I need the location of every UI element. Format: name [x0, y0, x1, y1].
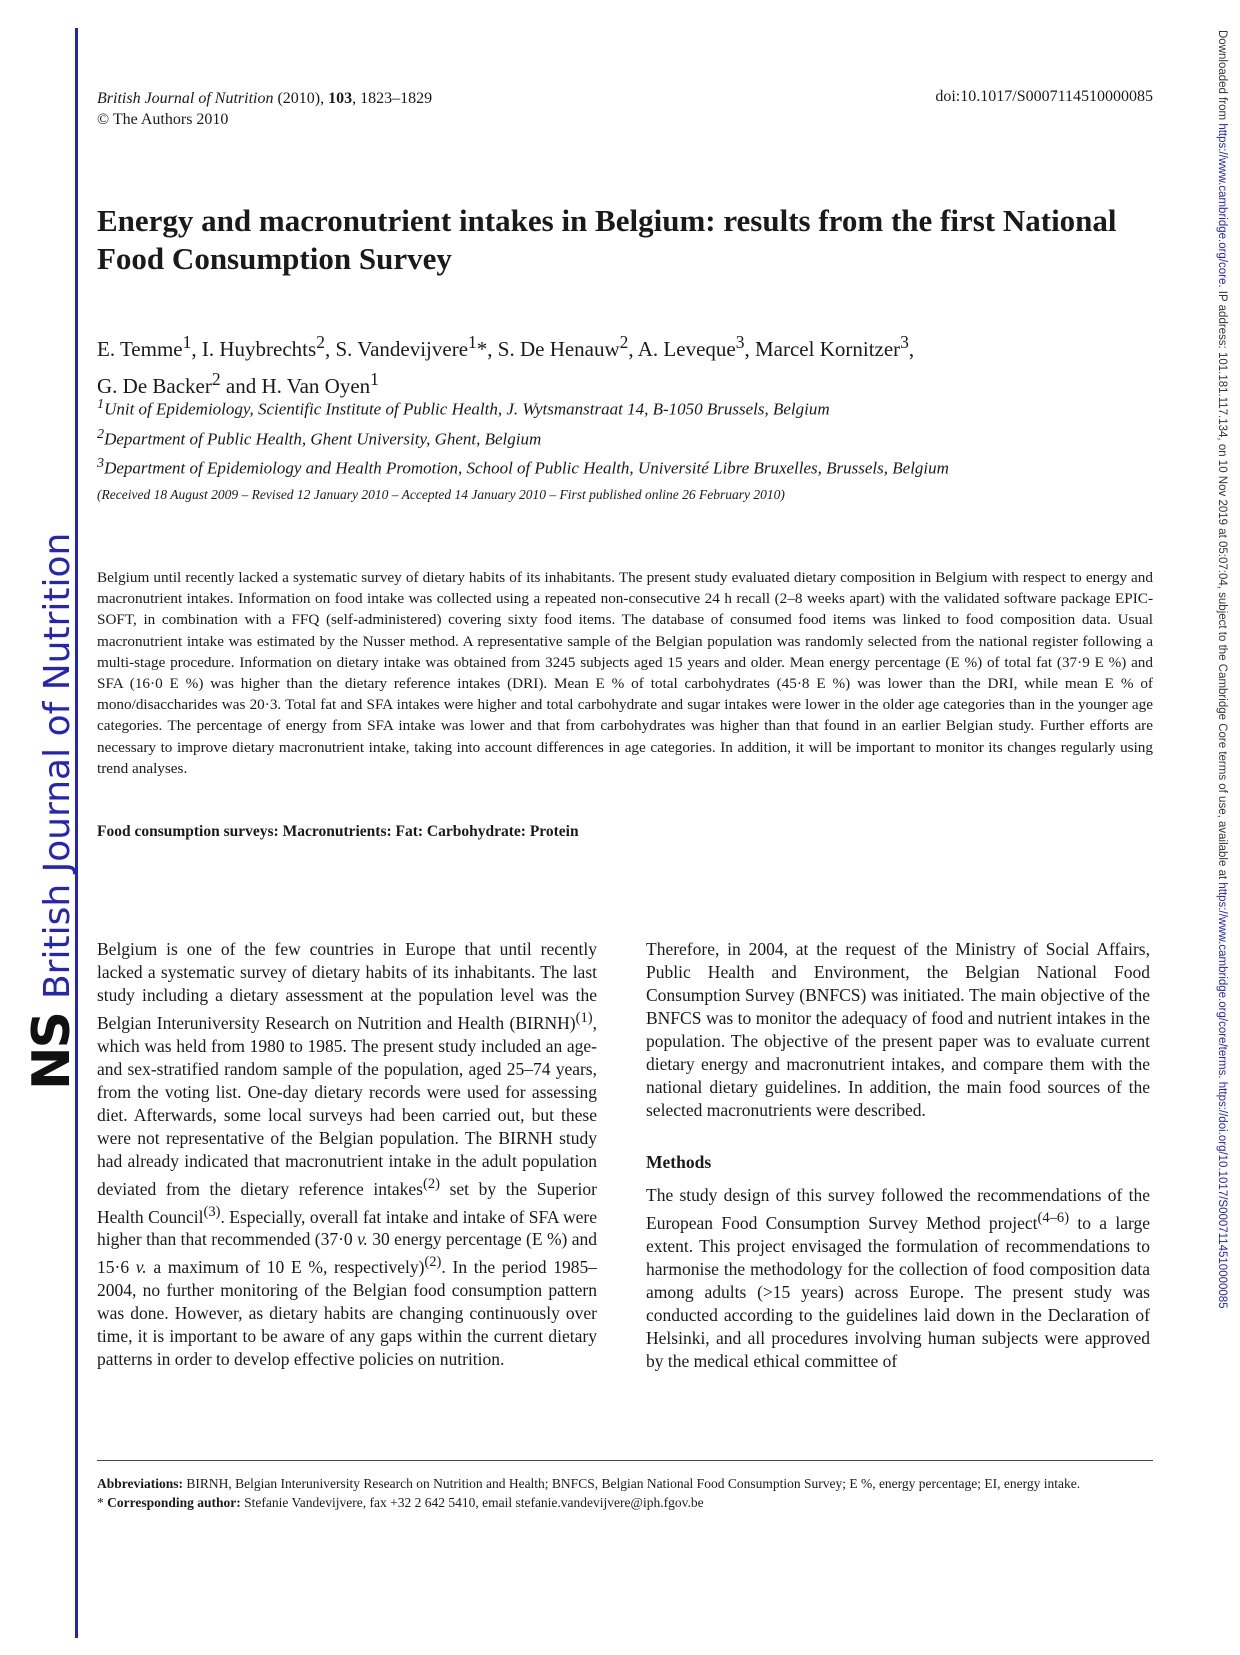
author: A. Leveque$^3$,	[637, 332, 755, 361]
header-pages: , 1823–1829	[352, 90, 433, 107]
header-copyright: © The Authors 2010	[97, 111, 229, 128]
header-year: (2010),	[273, 90, 329, 107]
affiliation-list	[97, 392, 1167, 481]
header-journal: British Journal of Nutrition	[97, 90, 274, 107]
affiliation: $^1$Unit of Epidemiology, Scientific Institute of Public Health, J. Wytsmanstraat 14, B-1050 Brussels, Belgium	[97, 396, 830, 419]
abstract: Belgium until recently lacked a systematic survey of dietary habits of its inhabitants. The present study evaluated dietary composition in Belgium with respect to energy and macronutrient intakes. Information on food intake was collected using a repeated non-consecutive 24 h recall (2–8 weeks apart) with the validated software package EPIC-SOFT, in combination with a FFQ (self-administered) covering sixty food items. The database of consumed food items was linked to food composition data. Usual macronutrient intake was estimated by the Nusser method. A representative sample of the Belgian population was randomly selected from the national register following a multi-stage procedure. Information on dietary intake was obtained from 3245 subjects aged 15 years and older. Mean energy percentage (E %) of total fat (37·9 E %) and SFA (16·0 E %) was higher than the dietary reference intakes (DRI). Mean E % of total carbohydrates (45·8 E %) was lower than the DRI, while mean E % of mono/disaccharides was 20·3. Total fat and SFA intakes were higher and total carbohydrate and sugar intakes were lower in the older age categories than in the younger age categories. The percentage of energy from SFA intake was lower and that from carbohydrates was higher than that found in an earlier Belgian study. Further efforts are necessary to improve dietary macronutrient intake, taking into account differences in age categories. In addition, it will be important to monitor its changes regularly using trend analyses.	[97, 569, 1153, 777]
methods-paragraph: The study design of this survey followed the recommendations of the European Food Consumption Survey Method project$^{(4-6)}$ to a large extent. This project envisaged the formulation of recommendations to harmonise the methodology for the collection of food composition data among adults (>15 years) across Europe. The present study was conducted according to the guidelines laid down in the Declaration of Helsinki, and all procedures involving human subjects were approved by the medical ethical committee of	[646, 1185, 1150, 1371]
header-volume: 103	[328, 90, 353, 107]
ns-logo: NS	[22, 1013, 82, 1090]
citation-ref[interactable]: (1)	[575, 1010, 593, 1026]
author: I. Huybrechts$^2$,	[201, 332, 336, 361]
affiliation: $^3$Department of Epidemiology and Health Promotion, School of Public Health, Université Libre Bruxelles, Brussels, Belgium	[97, 455, 949, 478]
citation-header	[97, 88, 432, 130]
intro-paragraph-continued: Therefore, in 2004, at the request of the Ministry of Social Affairs, Public Health and Environment, the Belgian National Food Consumption Survey (BNFCS) was initiated. The main objective of the BNFCS was to monitor the adequacy of food and nutrient intakes in the population. The objective of the present paper was to evaluate current dietary energy and macronutrient intakes, and compare them with the national dietary guidelines. In addition, the main food sources of the selected macronutrients were described.	[646, 939, 1150, 1120]
corresponding-author-note: * Corresponding author: Stefanie Vandevijvere, fax +32 2 642 5410, email stefanie.vandevijvere@iph.fgov.be	[97, 1495, 704, 1510]
journal-sidebar	[22, 533, 82, 1090]
author: G. De Backer$^2$ and	[97, 369, 262, 398]
citation-ref[interactable]: (2)	[424, 1254, 442, 1271]
article-title: Energy and macronutrient intakes in Belgium: results from the first National Food Consumption Survey	[97, 203, 1117, 276]
footnotes	[97, 1474, 1153, 1512]
footnote-divider	[97, 1460, 1153, 1461]
keywords: Food consumption surveys: Macronutrients: Fat: Carbohydrate: Protein	[97, 823, 579, 840]
affiliation: $^2$Department of Public Health, Ghent University, Ghent, Belgium	[97, 425, 542, 449]
citation-ref[interactable]: (4–6)	[1037, 1210, 1070, 1226]
download-note-text: . IP address: 101.181.117.134, on 10 Nov 2019 at 05:07:04, subject to the Cambridge Core terms of use, available at	[1216, 284, 1228, 883]
author: Marcel Kornitzer$^3$,	[754, 332, 915, 361]
download-note	[1216, 30, 1228, 1309]
body-column-left	[97, 938, 597, 1371]
author-line-1	[97, 327, 1157, 364]
header-doi: doi:10.1017/S0007114510000085	[935, 88, 1153, 105]
download-note-text: Downloaded from	[1216, 30, 1228, 124]
author: E. Temme$^1$,	[97, 332, 202, 361]
abbreviations-note: Abbreviations: BIRNH, Belgian Interuniversity Research on Nutrition and Health; BNFCS, Belgian National Food Consumption Survey; E %, energy percentage; EI, energy intake.	[97, 1476, 1081, 1491]
author: H. Van Oyen$^1$	[261, 369, 379, 398]
body-column-right	[646, 938, 1150, 1373]
citation-ref[interactable]: (3)	[203, 1203, 221, 1220]
intro-paragraph: Belgium is one of the few countries in Europe that until recently lacked a systematic survey of dietary habits of its inhabitants. The last study including a dietary assessment at the population level was the Belgian Interuniversity Research on Nutrition and Health (BIRNH)$^{(1)}$, which was held from 1980 to 1985. The present study included an age- and sex-stratified random sample of the population, aged 25–74 years, from the voting list. One-day dietary records were used for assessing diet. Afterwards, some local surveys had been carried out, but these were not representative of the Belgian population. The BIRNH study had already indicated that macronutrient intake in the adult population deviated from the dietary reference intakes$^{(2)}$ set by the Superior Health Council$^{(3)}$. Especially, overall fat intake and intake of SFA were higher than that recommended (37·0 v. 30 energy percentage (E %) and 15·6 v. a maximum of 10 E %, respectively)$^{(2)}$. In the period 1985–2004, no further monitoring of the Belgian food consumption pattern was done. However, as dietary habits are changing continuously over time, it is important to be aware of any gaps within the current dietary patterns in order to develop effective policies on nutrition.	[97, 939, 598, 1370]
download-note-text: .	[1216, 1075, 1228, 1082]
author-list	[97, 327, 1157, 401]
author: S. De Henauw$^2$,	[497, 332, 638, 361]
doi-link[interactable]: https://doi.org/10.1017/S0007114510000085	[1216, 1081, 1228, 1309]
citation-ref[interactable]: (2)	[422, 1175, 440, 1192]
author: S. Vandevijvere$^1$*,	[335, 332, 498, 361]
received-dates: (Received 18 August 2009 – Revised 12 January 2010 – Accepted 14 January 2010 – First published online 26 February 2010)	[97, 487, 785, 502]
methods-heading: Methods	[646, 1152, 712, 1172]
sidebar-journal-name: British Journal of Nutrition	[37, 532, 78, 1000]
cambridge-core-link[interactable]: https://www.cambridge.org/core	[1216, 123, 1228, 285]
cambridge-terms-link[interactable]: https://www.cambridge.org/core/terms	[1216, 882, 1228, 1076]
